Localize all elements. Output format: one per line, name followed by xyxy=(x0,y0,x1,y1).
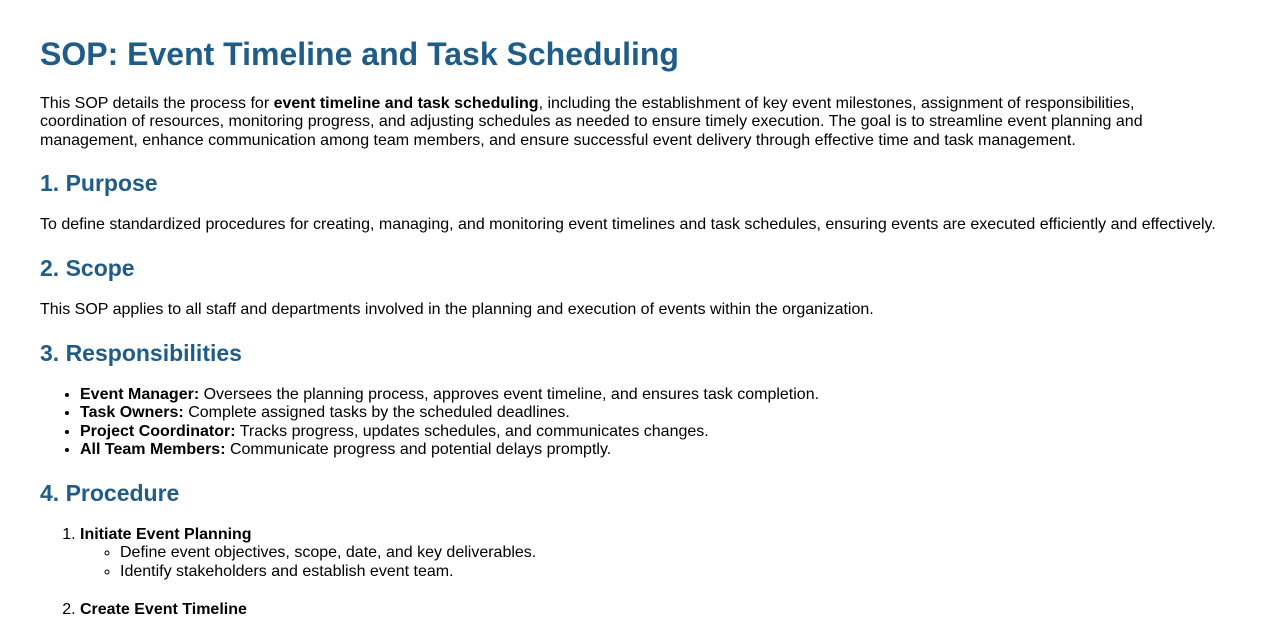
substep-list xyxy=(80,544,1223,581)
step-title: Initiate Event Planning xyxy=(80,526,252,544)
responsibility-role: Event Manager: xyxy=(80,386,200,404)
responsibilities-list xyxy=(40,386,1223,460)
responsibility-item xyxy=(80,386,1223,404)
procedure-step xyxy=(80,601,1223,619)
responsibility-item xyxy=(80,441,1223,459)
intro-paragraph xyxy=(40,95,1223,150)
scope-paragraph: This SOP applies to all staff and departments involved in the planning and execution of events within the organization. xyxy=(40,301,874,319)
step-title: Create Event Timeline xyxy=(80,601,247,619)
procedure-list xyxy=(40,526,1223,620)
responsibility-item xyxy=(80,423,1223,441)
responsibility-role: Project Coordinator: xyxy=(80,422,236,440)
substep-item: ◦ Identify stakeholders and establish event team. xyxy=(120,563,1223,581)
responsibilities-heading: 3. Responsibilities xyxy=(40,339,242,366)
purpose-paragraph: To define standardized procedures for creating, managing, and monitoring event timelines and task schedules, ensuring events are executed efficiently and effectively. xyxy=(40,216,1216,234)
procedure-step xyxy=(80,526,1223,581)
responsibility-text: Complete assigned tasks by the scheduled deadlines. xyxy=(183,404,570,422)
responsibility-role: Task Owners: xyxy=(80,404,184,422)
responsibility-text: Tracks progress, updates schedules, and communicates changes. xyxy=(235,422,709,440)
purpose-heading: 1. Purpose xyxy=(40,169,158,196)
responsibility-role: All Team Members: xyxy=(80,441,226,459)
responsibility-item xyxy=(80,404,1223,422)
intro-text-pre: This SOP details the process for xyxy=(40,94,274,112)
section-purpose xyxy=(40,170,1223,235)
responsibility-text: Communicate progress and potential delays promptly. xyxy=(225,441,612,459)
section-responsibilities xyxy=(40,340,1223,460)
section-scope xyxy=(40,255,1223,320)
section-procedure xyxy=(40,480,1223,620)
procedure-heading: 4. Procedure xyxy=(40,479,180,506)
substep-item: ◦ Define event objectives, scope, date, and key deliverables. xyxy=(120,544,1223,562)
scope-heading: 2. Scope xyxy=(40,254,135,281)
intro-text-bold: event timeline and task scheduling xyxy=(273,94,539,112)
page-title: SOP: Event Timeline and Task Scheduling xyxy=(40,36,679,72)
responsibility-text: Oversees the planning process, approves event timeline, and ensures task completion. xyxy=(199,386,820,404)
intro-text-post: , including the establishment of key event milestones, assignment of responsibilities, coordination of resources, monitoring progress, and adjusting schedules as needed to ensure timely execution. The goal is to streamline event planning and management, enhance communication among team members, and ensure successful event delivery through effective time and task management. xyxy=(40,94,1143,149)
